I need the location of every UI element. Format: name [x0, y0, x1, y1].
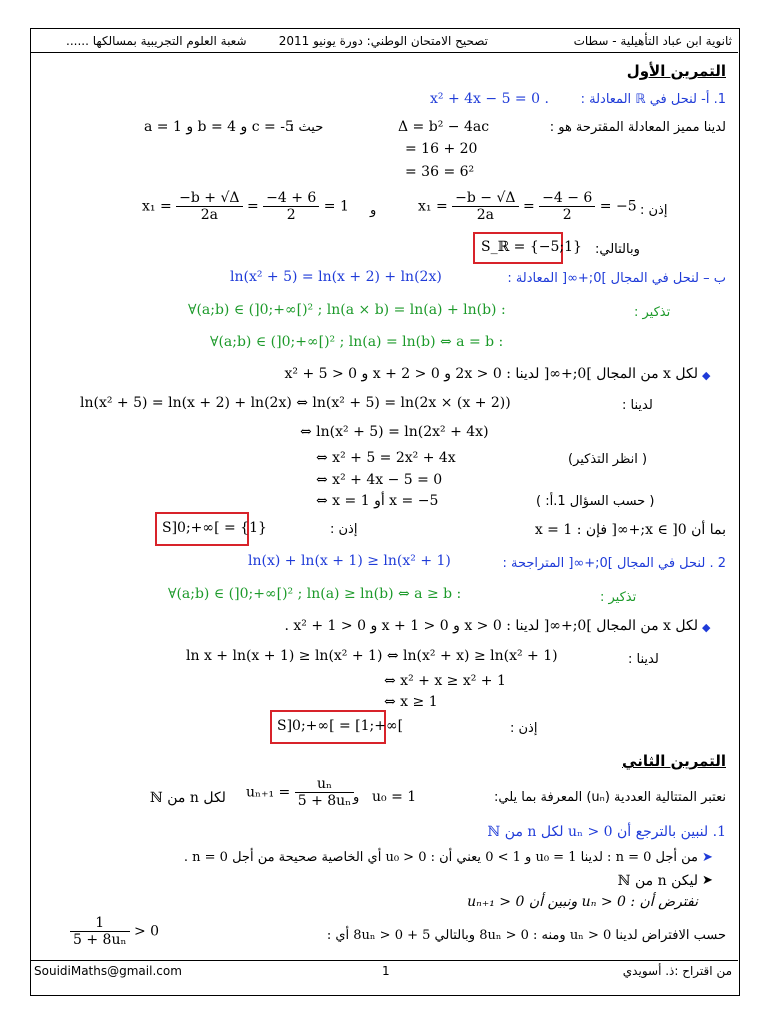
ex2-intro: نعتبر المتتالية العددية (uₙ) المعرفة بما يلي: [493, 790, 726, 805]
reminder-label-2: تذكير : [600, 590, 637, 605]
arrow-icon-1: ➤ [702, 850, 713, 865]
ex2-init: u₀ = 1 [372, 789, 417, 805]
ineq-step-3: ⇔ x ≥ 1 [384, 694, 438, 710]
ex2-induction-step: حسب الافتراض لدينا uₙ > 0 ومنه : 8uₙ > 0 وبالتالي 5 + 8uₙ > 0 أي : [326, 928, 726, 943]
q1a-equation: x² + 4x − 5 = 0 . [430, 91, 549, 107]
header-school: ثانوية ابن عباد التأهيلية - سطات [573, 34, 732, 48]
solve-step-1: ln(x² + 5) = ln(x + 2) + ln(2x) ⇔ ln(x² + 5) = ln(2x × (x + 2)) [80, 395, 511, 411]
solve-step-3: ⇔ x² + 5 = 2x² + 4x [316, 450, 456, 466]
ex2-inverse-positive: $\frac{1}{\text{5 + 8uₙ}}$ > 0 [70, 915, 159, 948]
since-text: بما أن x ∈ ]0;+∞[ فإن : x = 1 [534, 522, 726, 538]
ex2-wa: و [353, 790, 360, 805]
bullet-icon: ◆ [702, 369, 711, 382]
q2-inequality: ln(x) + ln(x + 1) ≥ ln(x² + 1) [248, 553, 451, 569]
ineq-step-1: ln x + ln(x + 1) ≥ ln(x² + 1) ⇔ ln(x² + x) ≥ ln(x² + 1) [186, 648, 558, 664]
ladayna-1: لدينا : [622, 398, 653, 413]
solution-box-3 [270, 710, 404, 744]
wa-label: و [370, 203, 377, 218]
solution-1: S_ℝ = {−5;1} [481, 239, 582, 255]
disc-line2: = 16 + 20 [405, 141, 478, 157]
idhan-2: إذن : [330, 522, 358, 537]
disc-line3: = 36 = 6² [405, 164, 475, 180]
ladayna-2: لدينا : [628, 652, 659, 667]
ex2-base-case: من أجل n = 0 : لدينا u₀ = 1 و 1 > 0 يعني أن : u₀ > 0 أي الخاصية صحيحة من أجل n = 0 . [183, 850, 698, 865]
solve-step-5-note: ( حسب السؤال 1.أ: ) [536, 494, 655, 509]
footer-email: SouidiMaths@gmail.com [34, 964, 182, 978]
disc-text: لدينا مميز المعادلة المقترحة هو : [549, 120, 726, 135]
reminder-1: ∀(a;b) ∈ (]0;+∞[)² ; ln(a × b) = ln(a) + ln(b) : [188, 302, 506, 318]
footer-author: من اقتراح :ذ. أسويدي [622, 964, 732, 978]
header-branch: شعبة العلوم التجريبية بمسالكها ...... [66, 34, 247, 48]
ex2-hypothesis: نفترض أن : uₙ > 0 ونبين أن uₙ₊₁ > 0 [467, 894, 698, 910]
solution-2: S]0;+∞[ = {1} [162, 520, 267, 536]
arrow-icon-2: ➤ [702, 873, 713, 888]
q1a-label: 1. أ- لنحل في ℝ المعادلة : [580, 92, 726, 107]
ineq-step-2: ⇔ x² + x ≥ x² + 1 [384, 673, 506, 689]
idhan-3: إذن : [510, 721, 538, 736]
coef-values: a = 1 و b = 4 و c = -5 [144, 119, 294, 135]
bullet-icon-2: ◆ [702, 621, 711, 634]
reminder-3: ∀(a;b) ∈ (]0;+∞[)² ; ln(a) ≥ ln(b) ⇔ a ≥ b : [168, 586, 462, 602]
page-header [30, 30, 738, 53]
solve-step-3-note: ( انظر التذكير) [568, 452, 648, 467]
idhan-label: إذن : [640, 203, 668, 218]
q1b-equation: ln(x² + 5) = ln(x + 2) + ln(2x) [230, 269, 442, 285]
ex2-forall: لكل n من ℕ [150, 790, 226, 806]
solve-step-2: ⇔ ln(x² + 5) = ln(2x² + 4x) [300, 424, 489, 440]
solution-box-1 [473, 232, 582, 264]
wabitali-label: وبالتالي: [595, 242, 640, 257]
q1b-label: ب – لنحل في المجال ]0;+∞[ المعادلة : [507, 271, 726, 286]
ex2-let-n: ليكن n من ℕ [617, 873, 698, 889]
header-exam: تصحيح الامتحان الوطني: دورة يونيو 2011 [278, 34, 488, 48]
ex1-title: التمرين الأول [626, 62, 726, 80]
q2-label: 2 . لنحل في المجال ]0;+∞[ المتراجحة : [502, 556, 726, 571]
domain-conditions-1: لكل x من المجال ]0;+∞[ لدينا : 2x > 0 و x + 2 > 0 و x² + 5 > 0 [284, 366, 698, 382]
solve-step-5: ⇔ x = 1 أو x = −5 [316, 493, 439, 509]
ex2-q1: 1. لنبين بالترجع أن uₙ > 0 لكل n من ℕ [487, 824, 726, 840]
root-1: x₁ = $\frac{-b + √\Delta}{2a}$ = $\frac{-4 + 6}{2}$ = 1 [142, 190, 349, 223]
ex2-recurrence: uₙ₊₁ = $\frac{\text{uₙ}}{\text{5 + 8uₙ}}$ [246, 776, 354, 809]
page-footer [30, 960, 738, 981]
solution-3: S]0;+∞[ = [1;+∞[ [277, 718, 404, 734]
reminder-2: ∀(a;b) ∈ (]0;+∞[)² ; ln(a) = ln(b) ⇔ a = b : [210, 334, 504, 350]
domain-conditions-2: لكل x من المجال ]0;+∞[ لدينا : x > 0 و x + 1 > 0 و x² + 1 > 0 . [284, 618, 698, 634]
reminder-label-1: تذكير : [634, 305, 671, 320]
solution-box-2 [155, 512, 267, 546]
disc-equation: Δ = b² − 4ac [398, 119, 490, 135]
coef-haith: حيث : [290, 120, 324, 135]
ex2-title: التمرين الثاني [622, 752, 726, 770]
solve-step-4: ⇔ x² + 4x − 5 = 0 [316, 472, 443, 488]
footer-page-number: 1 [382, 964, 390, 978]
root-minus5: x₁ = $\frac{-b - √\Delta}{2a}$ = $\frac{-4 - 6}{2}$ = −5 [418, 190, 637, 223]
